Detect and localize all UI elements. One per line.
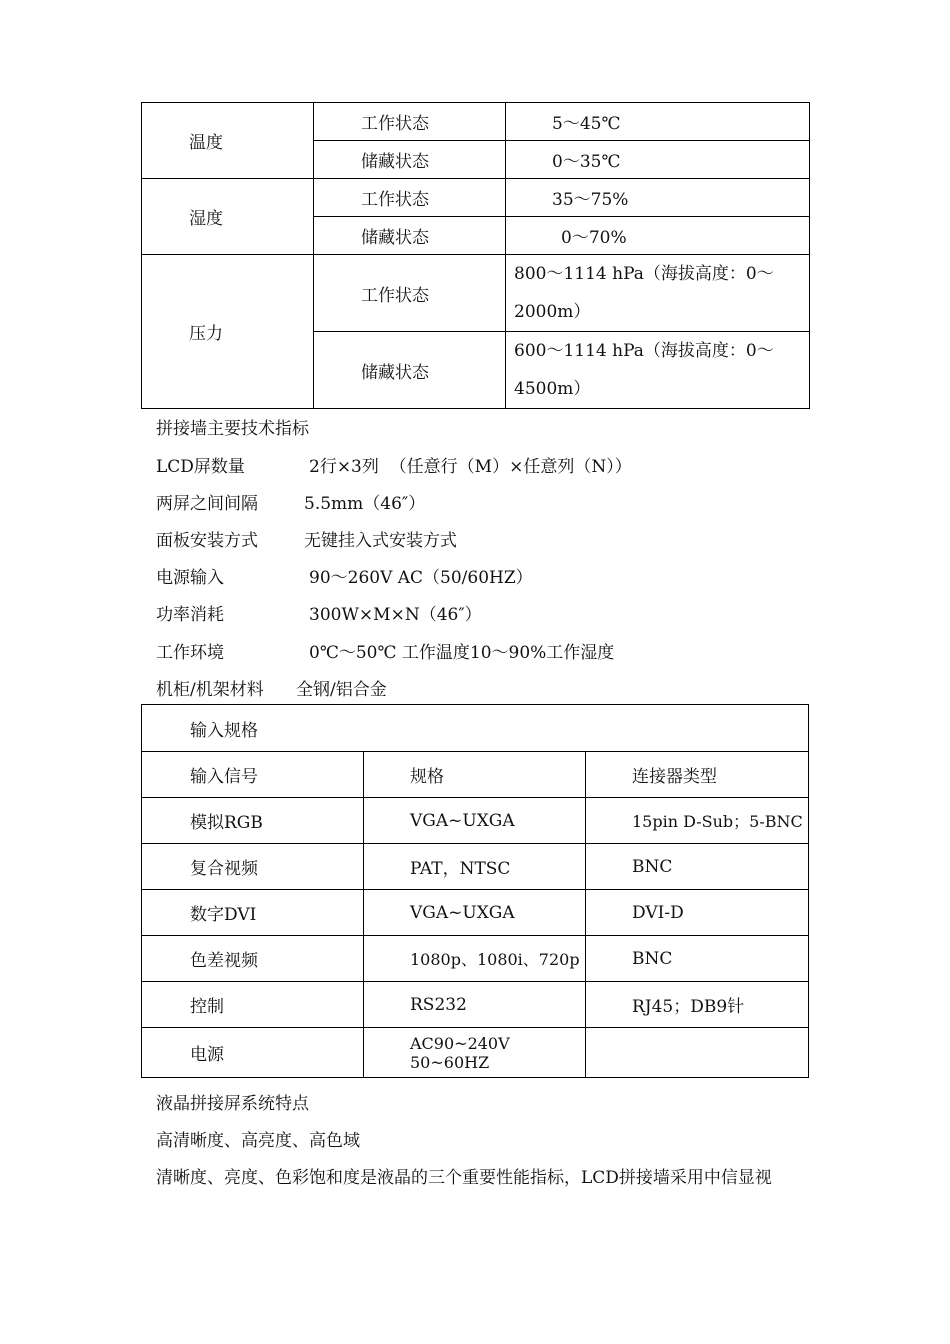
value-text-line1: 800～1114 hPa（海拔高度：0～ [514,264,774,284]
value-text-line2: 2000m） [514,302,591,322]
format-cell: VGA~UXGA [364,890,586,936]
format-cell: VGA~UXGA [364,798,586,844]
connector-cell: RJ45；DB9针 [586,982,809,1028]
signal-cell: 复合视频 [142,844,364,890]
state-cell: 储藏状态 [314,141,506,179]
spec-line [156,675,387,700]
spec-value: 90～260V AC（50/60HZ） [309,568,533,588]
table-header-row [142,752,809,798]
value-text: 35～75% [552,190,629,210]
signal-cell: 电源 [142,1028,364,1078]
connector-cell [586,1028,809,1078]
connector-cell: BNC [586,936,809,982]
table-row [142,255,810,332]
spec-line [156,563,533,588]
spec-key: 面板安装方式 [156,531,258,551]
spec-key: 工作环境 [156,643,224,663]
category-cell: 温度 [142,103,314,179]
feature-paragraph: 清晰度、亮度、色彩饱和度是液晶的三个重要性能指标，LCD拼接墙采用中信显视 [156,1168,772,1188]
environment-spec-table [141,102,810,409]
spec-key: 电源输入 [156,568,224,588]
category-cell: 压力 [142,255,314,409]
column-header: 规格 [364,752,586,798]
table-row [142,1028,809,1078]
table-row [142,936,809,982]
table-row [142,844,809,890]
value-cell [506,332,810,409]
features-heading: 液晶拼接屏系统特点 [156,1094,309,1114]
spec-value: 5.5mm（46″） [304,494,426,514]
table-row [142,982,809,1028]
signal-cell: 模拟RGB [142,798,364,844]
value-text: 5～45℃ [552,114,621,134]
table-row [142,798,809,844]
connector-cell: DVI-D [586,890,809,936]
spec-key: 机柜/机架材料 [156,680,264,700]
value-cell [506,103,810,141]
state-cell: 储藏状态 [314,217,506,255]
format-cell: AC90~240V 50~60HZ [364,1028,586,1078]
table-title-row [142,705,809,752]
spec-key: LCD屏数量 [156,457,245,477]
spec-value: 300W×M×N（46″） [309,605,482,625]
spec-value: 0℃～50℃ 工作温度10～90%工作湿度 [309,643,615,663]
format-cell: 1080p、1080i、720p [364,936,586,982]
spec-key: 功率消耗 [156,605,224,625]
spec-line [156,489,425,514]
value-cell [506,217,810,255]
state-cell: 储藏状态 [314,332,506,409]
value-text-line1: 600～1114 hPa（海拔高度：0～ [514,341,774,361]
spec-line [156,600,482,625]
feature-subheading: 高清晰度、高亮度、高色域 [156,1131,360,1151]
state-cell: 工作状态 [314,103,506,141]
format-cell: PAT，NTSC [364,844,586,890]
value-text-line2: 4500m） [514,379,591,399]
signal-cell: 色差视频 [142,936,364,982]
category-cell: 湿度 [142,179,314,255]
value-text: 0～35℃ [552,152,621,172]
table-row [142,890,809,936]
format-cell: RS232 [364,982,586,1028]
spec-value: 无键挂入式安装方式 [304,531,457,551]
signal-cell: 数字DVI [142,890,364,936]
value-cell [506,179,810,217]
signal-cell: 控制 [142,982,364,1028]
connector-cell: BNC [586,844,809,890]
spec-value: 全钢/铝合金 [296,680,387,700]
table-title: 输入规格 [142,705,809,752]
state-cell: 工作状态 [314,255,506,332]
spec-key: 两屏之间间隔 [156,494,258,514]
column-header: 输入信号 [142,752,364,798]
table-row [142,103,810,141]
value-cell [506,141,810,179]
value-cell [506,255,810,332]
connector-cell: 15pin D-Sub；5-BNC [586,798,809,844]
column-header: 连接器类型 [586,752,809,798]
input-spec-table [141,704,809,1078]
value-text: 0～70% [561,228,627,248]
spec-line [156,452,632,477]
spec-value: 2行×3列 （任意行（M）×任意列（N）） [309,457,632,477]
spec-line [156,638,614,663]
spec-heading: 拼接墙主要技术指标 [156,419,309,439]
state-cell: 工作状态 [314,179,506,217]
spec-line [156,526,457,551]
table-row [142,179,810,217]
